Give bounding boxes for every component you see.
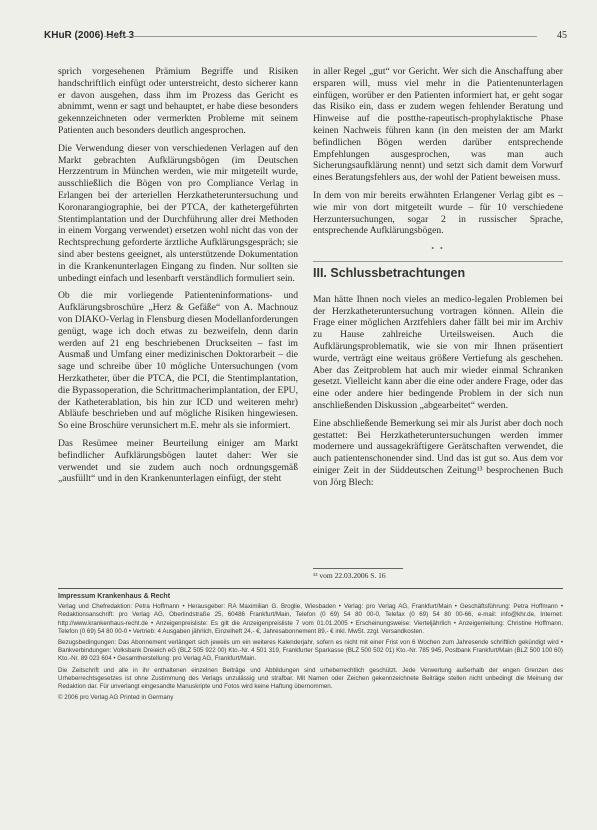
paragraph: in aller Regel „gut“ vor Gericht. Wer sich die Anschaffung aber ersparen will, muss viel mehr in die Patientenunterlagen einfügen, worüber er den Patienten informiert hat, er geht sogar das Risiko ein, dass er zudem wegen fehlender Beratung und Hinweise auf die postthe-rapeutisch-prophylaktische Phase keinen Nachweis führen kann (in den meisten der am Markt befindlichen Bögen werden darüber entsprechende Empfehlungen ausgesprochen, was man auch Sicherungsaufklärung nennt) und setzt sich damit dem Vorwurf eines Beratungsfehlers aus, der wohl der Patient beweisen muss.: [313, 66, 563, 184]
journal-name: KHuR (2006) Heft 3: [44, 30, 135, 41]
paragraph: Die Verwendung dieser von verschiedenen Verlagen auf den Markt gebrachten Aufklärungsbögen (im Deutschen Herzzentrum in München werden, wie mir mitgeteilt wurde, ausschließlich die Bögen von pro Compliance Verlag in Erlangen bei der arteriellen Herzkatheteruntersuchung und Koronarangiographie, bei der PTCA, der kathetergeführten Stentimplantation und der Durchführung aller drei Methoden in einem Vorgang verwendet) ersetzen wohl nicht das von der Rechtsprechung geforderte ärztliche Aufklärungsgespräch; sie sind aber bestens geeignet, als unterstützende Dokumentation in die Krankenunterlagen Eingang zu finden. Nur sollten sie unbedingt einfach und lesenbarft verständlich formuliert sein.: [58, 142, 298, 284]
left-column: [58, 66, 298, 491]
footnote: ¹³ vom 22.03.2006 S. 16: [313, 571, 386, 580]
footnote-block: [313, 568, 563, 580]
section-separator: • •: [431, 244, 445, 254]
page-number: 45: [557, 30, 567, 41]
footnote-rule: [313, 568, 403, 569]
imprint-box: [58, 588, 563, 705]
running-header: [44, 30, 567, 44]
paragraph: Das Resümee meiner Beurteilung einiger am Markt befindlicher Aufklärungsbögen lautet daher: Wer sie verwendet und sie zudem auch noch ordnungsgemäß „ausfüllt“ und in den Krankenunterlagen einfügt, der steht: [58, 437, 298, 485]
paragraph: Eine abschließende Bemerkung sei mir als Jurist aber doch noch gestattet: Bei Herzkatheteruntersuchungen werden immer modernere und aussagekräftigere Gerätschaften verwendet, die auch patientenschonender sind. Und das ist gut so. Aus dem vor einiger Zeit in der Süddeutschen Zeitung¹³ besprochenen Buch von Jörg Blech:: [313, 417, 563, 488]
right-column: [313, 66, 563, 495]
paragraph: sprich vorgesehenen Prämium Begriffe und Risiken handschriftlich einfügt oder unterstreicht, desto sicherer kann er davon ausgehen, dass ihm im Prozess das Gericht es abnimmt, wenn er sagt und behauptet, er habe diese besonders gekennzeichneten oder vermerkten Probleme mit seinem Patienten auch besonders deutlich angesprochen.: [58, 66, 298, 136]
imprint-title: Impressum Krankenhaus & Recht: [58, 593, 171, 600]
paragraph: In dem von mir bereits erwähnten Erlangener Verlag gibt es – wie mir von dort mitgeteilt wurde – für 10 verschiedene Herzuntersuchungen, sogar 2 in russischer Sprache, entsprechende Aufklärungsbögen.: [313, 189, 563, 237]
imprint-paragraph: Bezugsbedingungen: Das Abonnement verlängert sich jeweils um ein weiteres Kalenderjahr, sofern es nicht mit einer Frist von 6 Wochen zum Jahresende schriftlich gekündigt wird • Bankverbindungen: Volksbank Dreieich eG (BLZ 505 922 00) Kto.-Nr. 4 501 319, Frankfurter Sparkasse (BLZ 500 502 01) Kto.-Nr. 785 945, Postbank Frankfurt/Main (BLZ 500 100 60) Kto.-Nr. 89 023 604 • Gesamtherstellung: pro Verlag AG, Frankfurt/Main.: [58, 639, 563, 663]
section-heading: III. Schlussbetrachtungen: [313, 261, 563, 280]
imprint-copyright: © 2006 pro Verlag AG Printed in Germany: [58, 694, 174, 702]
imprint-paragraph: Die Zeitschrift und alle in ihr enthaltenen einzelnen Beiträge und Abbildungen sind urheberrechtlich geschützt. Jede Verwertung außerhalb der engen Grenzen des Urheberrechtsgesetzes ist ohne Zustimmung des Verlags unzulässig und strafbar. Mit Namen oder Zeichen gekennzeichnete Beiträge stellen nicht unbedingt die Meinung der Redaktion dar. Für unverlangt eingesandte Manuskripte und Fotos wird keine Haftung übernommen.: [58, 666, 563, 691]
imprint-paragraph: Verlag und Chefredaktion: Petra Hoffmann • Herausgeber: RA Maximilian G. Broglie, Wiesbaden • Verlag: pro Verlag AG, Frankfurt/Main • Geschäftsführung: Petra Hoffmann • Redaktionsanschrift: pro Verlag AG, Oberlindstraße 25, 60486 Frankfurt/Main, Telefon (0 69) 54 80 00-0, Telefax (0 69) 54 80 00-66, e-mail: info@khr.de, Internet: http://www.krankenhaus-recht.de • Anzeigenpreisliste: Es gilt die Anzeigenpreisliste 7 vom 01.01.2005 • Erscheinungsweise: Vierteljährlich • Anzeigenleitung: Christine Hoffmann, Telefon (0 69) 54 80 00-0 • Vertrieb: 4 Ausgaben jährlich, Einzelheft 24,- €, Jahresabonnement 89,- € inkl. MwSt. zzgl. Versandkosten.: [58, 603, 563, 635]
header-rule: [104, 36, 537, 37]
paragraph: Man hätte Ihnen noch vieles an medico-legalen Problemen bei der Herzkatheteruntersuchung vortragen können. Allein die Frage einer möglichen Arztfehlers daher fällt bei mir im Archiv zu Hause zahlreiche Urteilsweisen. Auch die Aufklärungsproblematik, wie sie von mir Ihnen präsentiert wurde, verträgt eine weitaus größere Vertiefung als geschehen. Aber das Zeitproblem hat auch mir wieder einmal Schranken gesetzt. Vielleicht kann aber die eine oder andere Frage, oder das eine oder andere hier bedingende Problem in der sich nun anschließenden Diskussion „abgearbeitet“ werden.: [313, 293, 563, 411]
paragraph: Ob die mir vorliegende Patienteninformations- und Aufklärungsbroschüre „Herz & Gefäße“ von A. Machnouz von DIAKO-Verlag in Flensburg diesen Modellanforderungen genügt, wage ich doch etwas zu bezweifeln, denn darin werden auf 21 eng beschriebenen Druckseiten – fast im Ausmaß und Umfang einer medizinischen Doktorarbeit – die sage und schreibe über 10 mögliche Untersuchungen (vom Herzkatheter, über die PTCA, die PCI, die Stentimplantation, die Bypassoperation, die Schrittmacherimplantation, der EPU, der Katheterablation, bis hin zur ICD und weiteren mehr) Abläufe beschrieben und auf mögliche Risiken hingewiesen. So eine Broschüre verunsichert m.E. mehr als sie informiert.: [58, 290, 298, 432]
